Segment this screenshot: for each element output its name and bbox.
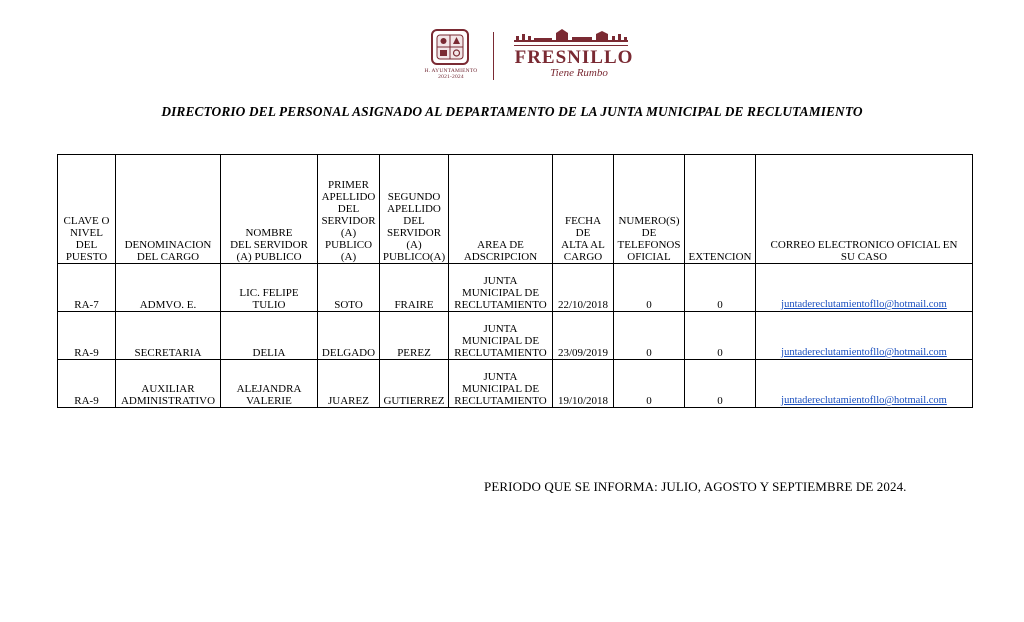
email-link[interactable]: juntadereclutamientofllo@hotmail.com [781, 347, 947, 358]
table-row [58, 360, 973, 408]
column-header-clave: CLAVE O NIVEL DEL PUESTO [58, 155, 116, 264]
cell-cargo: SECRETARIA [116, 312, 221, 360]
brand-tagline: Tiene Rumbo [550, 67, 608, 79]
email-link[interactable]: juntadereclutamientofllo@hotmail.com [781, 395, 947, 406]
cell-fecha: 23/09/2019 [553, 312, 614, 360]
cell-nombre: LIC. FELIPE TULIO [221, 264, 318, 312]
cell-telefono: 0 [614, 360, 685, 408]
logo-caption-line: H. AYUNTAMIENTO [424, 68, 478, 74]
table-row [58, 264, 973, 312]
cell-segundo-apellido: PEREZ [380, 312, 449, 360]
cell-area: JUNTA MUNICIPAL DE RECLUTAMIENTO [449, 264, 553, 312]
cell-cargo: ADMVO. E. [116, 264, 221, 312]
column-header-extension: EXTENCION [685, 155, 756, 264]
cell-segundo-apellido: FRAIRE [380, 264, 449, 312]
table-header-row [58, 155, 973, 264]
cell-area: JUNTA MUNICIPAL DE RECLUTAMIENTO [449, 360, 553, 408]
document-title: DIRECTORIO DEL PERSONAL ASIGNADO AL DEPARTAMENTO DE LA JUNTA MUNICIPAL DE RECLUTAMIENTO [161, 104, 863, 119]
municipal-seal-icon [428, 28, 472, 68]
column-header-area: AREA DE ADSCRIPCION [449, 155, 553, 264]
logo-divider [493, 32, 494, 80]
cell-extension: 0 [685, 360, 756, 408]
email-link[interactable]: juntadereclutamientofllo@hotmail.com [781, 299, 947, 310]
column-header-primer-apellido: PRIMER APELLIDO DEL SERVIDOR (A) PUBLICO (A) [318, 155, 380, 264]
cell-correo [756, 312, 973, 360]
logo-caption-line: 2021-2024 [438, 74, 464, 80]
cell-segundo-apellido: GUTIERREZ [380, 360, 449, 408]
cell-fecha: 19/10/2018 [553, 360, 614, 408]
column-header-nombre: NOMBRE DEL SERVIDOR (A) PUBLICO [221, 155, 318, 264]
cell-primer-apellido: JUAREZ [318, 360, 380, 408]
personnel-directory-table [57, 154, 973, 408]
cell-extension: 0 [685, 312, 756, 360]
cell-primer-apellido: DELGADO [318, 312, 380, 360]
table-row [58, 312, 973, 360]
reporting-period: PERIODO QUE SE INFORMA: JULIO, AGOSTO Y SEPTIEMBRE DE 2024. [484, 479, 907, 494]
header-logos [418, 28, 648, 84]
cell-area: JUNTA MUNICIPAL DE RECLUTAMIENTO [449, 312, 553, 360]
ayuntamiento-logo [418, 28, 484, 84]
cell-extension: 0 [685, 264, 756, 312]
fresnillo-logo [504, 28, 644, 84]
cell-nombre: DELIA [221, 312, 318, 360]
column-header-cargo: DENOMINACION DEL CARGO [116, 155, 221, 264]
column-header-segundo-apellido: SEGUNDO APELLIDO DEL SERVIDOR (A) PUBLICO(A) [380, 155, 449, 264]
column-header-fecha: FECHA DE ALTA AL CARGO [553, 155, 614, 264]
column-header-telefonos: NUMERO(S) DE TELEFONOS OFICIAL [614, 155, 685, 264]
cell-clave: RA-9 [58, 360, 116, 408]
cell-fecha: 22/10/2018 [553, 264, 614, 312]
cell-correo [756, 264, 973, 312]
cell-nombre: ALEJANDRA VALERIE [221, 360, 318, 408]
cell-telefono: 0 [614, 264, 685, 312]
brand-name: FRESNILLO [514, 47, 634, 68]
cell-correo [756, 360, 973, 408]
cell-telefono: 0 [614, 312, 685, 360]
column-header-correo: CORREO ELECTRONICO OFICIAL EN SU CASO [756, 155, 973, 264]
cell-clave: RA-9 [58, 312, 116, 360]
cell-primer-apellido: SOTO [318, 264, 380, 312]
cell-clave: RA-7 [58, 264, 116, 312]
cell-cargo: AUXILIAR ADMINISTRATIVO [116, 360, 221, 408]
